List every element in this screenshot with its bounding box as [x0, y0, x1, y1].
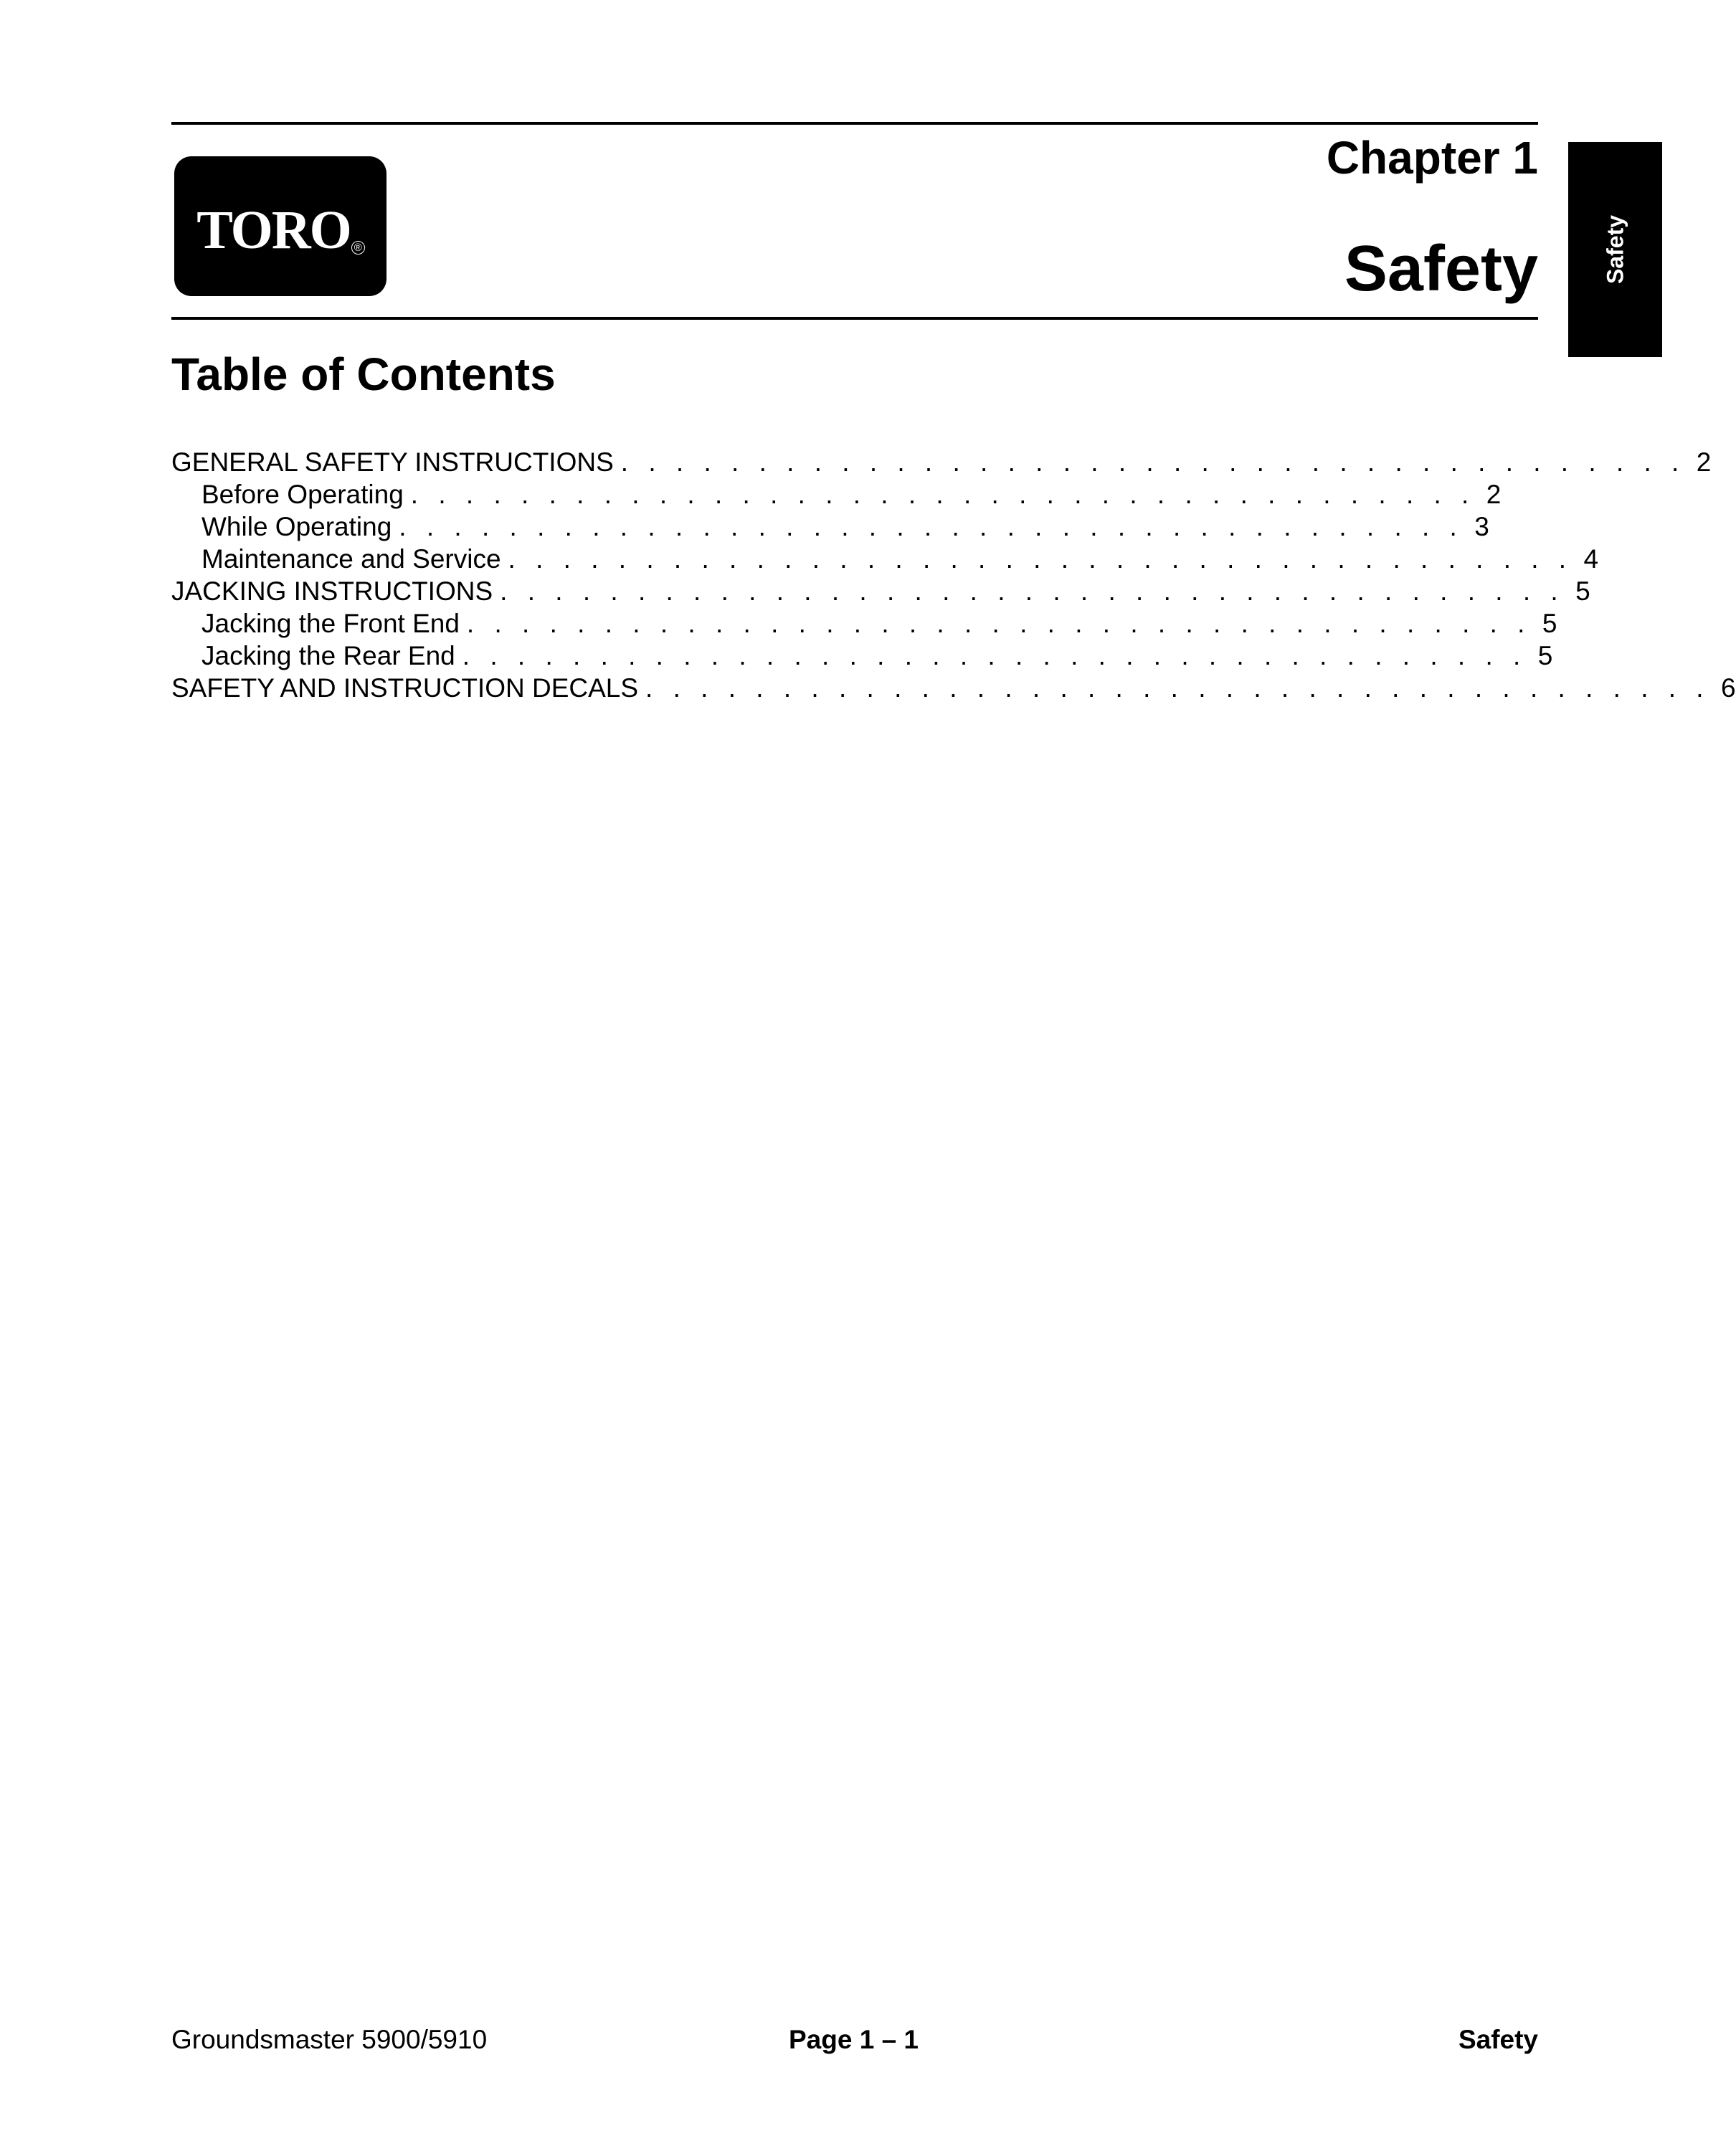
toc-dot-leader: . . . . . . . . . . . . . . . . . . . . . . . . . . . . . . . . . . . . . . . [500, 576, 1565, 606]
toc-entry-label: SAFETY AND INSTRUCTION DECALS [171, 673, 639, 703]
toc-page-number: 6 [1721, 673, 1736, 703]
toc-entry-jacking-the-front-end[interactable] [171, 607, 1557, 640]
side-tab-label: Safety [1602, 214, 1628, 285]
toc-dot-leader: . . . . . . . . . . . . . . . . . . . . . . . . . . . . . . . . . . . . . . . [466, 609, 1532, 638]
toc-entry-general-safety-instructions[interactable] [171, 446, 1712, 478]
toc-entry-label: Jacking the Front End [201, 609, 460, 638]
toc-entry-label: Before Operating [201, 480, 404, 509]
section-side-tab [1568, 142, 1662, 357]
toc-entry-label: GENERAL SAFETY INSTRUCTIONS [171, 447, 614, 477]
toc-entry-while-operating[interactable] [171, 511, 1489, 543]
toc-dot-leader: . . . . . . . . . . . . . . . . . . . . . . . . . . . . . . . . . . . . . . . [645, 673, 1710, 703]
toc-entry-jacking-the-rear-end[interactable] [171, 640, 1553, 672]
toc-entry-label: JACKING INSTRUCTIONS [171, 576, 493, 606]
toc-heading: Table of Contents [171, 348, 556, 400]
toc-entry-maintenance-and-service[interactable] [171, 543, 1599, 575]
toc-page-number: 2 [1486, 480, 1502, 509]
toc-page-number: 4 [1583, 544, 1599, 574]
registered-mark-icon: ® [351, 241, 365, 255]
toc-dot-leader: . . . . . . . . . . . . . . . . . . . . . . . . . . . . . . . . . . . . . . . [462, 641, 1527, 670]
toc-entry-label: While Operating [201, 512, 392, 541]
footer-page-number: Page 1 – 1 [789, 2025, 919, 2054]
logo-wordmark: TORO [196, 200, 351, 260]
toc-page-number: 3 [1474, 512, 1489, 541]
header-bottom-rule [171, 317, 1538, 320]
table-of-contents [171, 446, 1736, 704]
toc-page-number: 5 [1575, 576, 1590, 606]
chapter-title: Safety [1344, 233, 1538, 305]
toc-page-number: 5 [1537, 641, 1553, 670]
chapter-label: Chapter 1 [1326, 132, 1538, 184]
toc-entry-label: Maintenance and Service [201, 544, 501, 574]
footer-model: Groundsmaster 5900/5910 [171, 2025, 488, 2054]
toc-dot-leader: . . . . . . . . . . . . . . . . . . . . . . . . . . . . . . . . . . . . . . . [399, 512, 1464, 541]
toc-entry-before-operating[interactable] [171, 478, 1502, 511]
footer-section: Safety [1458, 2025, 1538, 2054]
toro-logo [174, 156, 386, 296]
toc-entry-safety-and-instruction-decals[interactable] [171, 672, 1736, 704]
toc-page-number: 5 [1542, 609, 1557, 638]
toc-entry-jacking-instructions[interactable] [171, 575, 1590, 607]
toc-page-number: 2 [1696, 447, 1712, 477]
toc-entry-label: Jacking the Rear End [201, 641, 455, 670]
toc-dot-leader: . . . . . . . . . . . . . . . . . . . . . . . . . . . . . . . . . . . . . . . [410, 480, 1476, 509]
toc-dot-leader: . . . . . . . . . . . . . . . . . . . . . . . . . . . . . . . . . . . . . . . [508, 544, 1573, 574]
header-top-rule [171, 122, 1538, 125]
toc-dot-leader: . . . . . . . . . . . . . . . . . . . . . . . . . . . . . . . . . . . . . . . [620, 447, 1686, 477]
